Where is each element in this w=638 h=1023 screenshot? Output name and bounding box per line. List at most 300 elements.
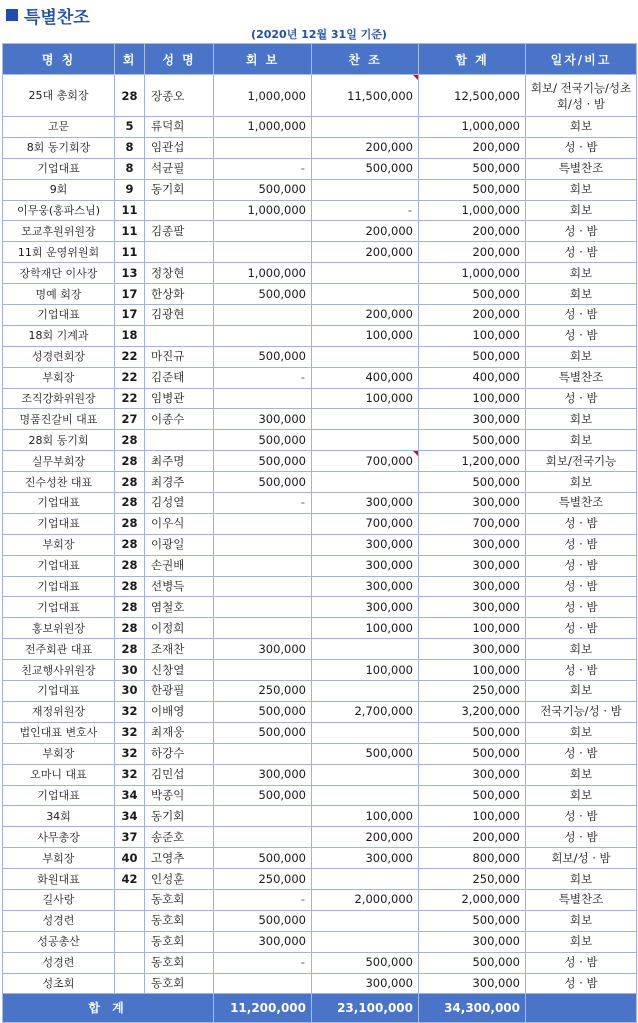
table-row <box>3 701 637 722</box>
row-chanjo <box>312 764 419 785</box>
row-hoebo <box>214 743 312 764</box>
row-total: 1,000,000 <box>419 263 526 284</box>
row-hoebo: 500,000 <box>214 451 312 472</box>
row-person: 한광필 <box>145 681 214 702</box>
row-hoebo <box>214 597 312 618</box>
row-note: 성 · 밤 <box>526 952 637 973</box>
row-note: 성 · 밤 <box>526 806 637 827</box>
row-hoebo <box>214 221 312 242</box>
row-note: 회보 <box>526 931 637 952</box>
row-note: 성 · 밤 <box>526 242 637 263</box>
row-name: 기업대표 <box>3 576 115 597</box>
row-hoebo: - <box>214 889 312 910</box>
row-note: 성 · 밤 <box>526 137 637 158</box>
row-note: 회보 <box>526 430 637 451</box>
row-person: 박종익 <box>145 785 214 806</box>
table-row <box>3 597 637 618</box>
row-name: 모교후원위원장 <box>3 221 115 242</box>
row-chanjo <box>312 346 419 367</box>
table-row <box>3 242 637 263</box>
row-chanjo <box>312 722 419 743</box>
row-person: 동호회 <box>145 952 214 973</box>
row-name: 기업대표 <box>3 597 115 618</box>
row-cohort: 11 <box>115 242 145 263</box>
row-chanjo: 100,000 <box>312 388 419 409</box>
row-hoebo <box>214 618 312 639</box>
row-cohort: 40 <box>115 848 145 869</box>
row-hoebo: 1,000,000 <box>214 117 312 138</box>
row-note: 회보 <box>526 200 637 221</box>
row-name: 성경련 <box>3 952 115 973</box>
row-note: 성 · 밤 <box>526 827 637 848</box>
row-hoebo <box>214 806 312 827</box>
row-name: 명예 회장 <box>3 284 115 305</box>
row-chanjo: 200,000 <box>312 221 419 242</box>
row-chanjo: 200,000 <box>312 137 419 158</box>
row-hoebo <box>214 827 312 848</box>
row-hoebo: 1,000,000 <box>214 75 312 117</box>
row-chanjo: - <box>312 200 419 221</box>
table-row <box>3 555 637 576</box>
header-cohort: 회 <box>115 44 145 75</box>
row-cohort: 17 <box>115 305 145 326</box>
row-total: 200,000 <box>419 221 526 242</box>
row-cohort <box>115 910 145 931</box>
row-cohort: 28 <box>115 597 145 618</box>
row-note: 회보 <box>526 179 637 200</box>
row-cohort: 27 <box>115 409 145 430</box>
row-name: 성초회 <box>3 973 115 994</box>
row-cohort: 28 <box>115 472 145 493</box>
row-total: 700,000 <box>419 513 526 534</box>
row-person: 동호회 <box>145 910 214 931</box>
row-person: 한상화 <box>145 284 214 305</box>
table-row <box>3 743 637 764</box>
row-cohort: 28 <box>115 555 145 576</box>
row-cohort: 28 <box>115 75 145 117</box>
table-row <box>3 722 637 743</box>
row-total: 1,000,000 <box>419 117 526 138</box>
row-person: 동기회 <box>145 179 214 200</box>
row-person: 손권배 <box>145 555 214 576</box>
row-hoebo <box>214 576 312 597</box>
row-name: 8회 동기회장 <box>3 137 115 158</box>
total-label: 합 계 <box>3 994 214 1023</box>
total-note <box>526 994 637 1023</box>
row-cohort <box>115 973 145 994</box>
row-total: 300,000 <box>419 493 526 514</box>
table-row <box>3 472 637 493</box>
row-note: 회보 <box>526 785 637 806</box>
table-row <box>3 137 637 158</box>
row-hoebo: 1,000,000 <box>214 263 312 284</box>
row-hoebo: 1,000,000 <box>214 200 312 221</box>
row-total: 500,000 <box>419 743 526 764</box>
row-name: 전주회관 대표 <box>3 639 115 660</box>
table-row <box>3 325 637 346</box>
row-name: 성공총산 <box>3 931 115 952</box>
row-name: 28회 동기회 <box>3 430 115 451</box>
row-hoebo: 250,000 <box>214 681 312 702</box>
row-chanjo <box>312 639 419 660</box>
row-note: 성 · 밤 <box>526 597 637 618</box>
row-chanjo: 2,000,000 <box>312 889 419 910</box>
row-person: 최주명 <box>145 451 214 472</box>
row-total: 2,000,000 <box>419 889 526 910</box>
row-person: 선병득 <box>145 576 214 597</box>
row-chanjo: 300,000 <box>312 597 419 618</box>
row-cohort: 13 <box>115 263 145 284</box>
date-subtitle: (2020년 12월 31일 기준) <box>251 28 387 41</box>
row-total: 200,000 <box>419 827 526 848</box>
row-hoebo: - <box>214 158 312 179</box>
table-row <box>3 764 637 785</box>
row-person: 동호회 <box>145 889 214 910</box>
table-row <box>3 952 637 973</box>
row-note: 전국기능/성 · 밤 <box>526 701 637 722</box>
row-name: 이무웅(홍파스님) <box>3 200 115 221</box>
row-hoebo: 500,000 <box>214 848 312 869</box>
row-hoebo <box>214 325 312 346</box>
header-person: 성 명 <box>145 44 214 75</box>
row-total: 100,000 <box>419 388 526 409</box>
row-total: 250,000 <box>419 681 526 702</box>
row-note: 회보 <box>526 346 637 367</box>
row-hoebo <box>214 660 312 681</box>
row-name: 부회장 <box>3 534 115 555</box>
row-name: 홍보위원장 <box>3 618 115 639</box>
row-person: 임관섭 <box>145 137 214 158</box>
row-cohort <box>115 931 145 952</box>
row-person: 이배영 <box>145 701 214 722</box>
row-cohort: 32 <box>115 764 145 785</box>
row-total: 200,000 <box>419 137 526 158</box>
row-chanjo: 700,000 <box>312 451 419 472</box>
row-hoebo: 300,000 <box>214 764 312 785</box>
row-name: 재정위원장 <box>3 701 115 722</box>
total-chanjo: 23,100,000 <box>312 994 419 1023</box>
row-person: 김광현 <box>145 305 214 326</box>
table-row <box>3 221 637 242</box>
row-chanjo: 500,000 <box>312 743 419 764</box>
row-chanjo: 100,000 <box>312 660 419 681</box>
row-total: 1,000,000 <box>419 200 526 221</box>
row-total: 300,000 <box>419 973 526 994</box>
row-name: 사무총장 <box>3 827 115 848</box>
row-person: 고영추 <box>145 848 214 869</box>
row-total: 500,000 <box>419 785 526 806</box>
page-title <box>6 4 90 26</box>
row-hoebo: 250,000 <box>214 869 312 890</box>
row-name: 조직강화위원장 <box>3 388 115 409</box>
table-row <box>3 367 637 388</box>
row-person <box>145 325 214 346</box>
row-note: 회보 <box>526 263 637 284</box>
row-total: 500,000 <box>419 722 526 743</box>
row-name: 길사랑 <box>3 889 115 910</box>
row-name: 25대 총회장 <box>3 75 115 117</box>
row-chanjo <box>312 931 419 952</box>
row-hoebo <box>214 513 312 534</box>
row-total: 800,000 <box>419 848 526 869</box>
row-chanjo <box>312 472 419 493</box>
row-cohort: 28 <box>115 513 145 534</box>
row-note: 특별찬조 <box>526 493 637 514</box>
row-chanjo <box>312 681 419 702</box>
row-chanjo: 300,000 <box>312 848 419 869</box>
row-note: 회보 <box>526 764 637 785</box>
row-person: 송준호 <box>145 827 214 848</box>
row-note: 성 · 밤 <box>526 973 637 994</box>
row-person: 염철호 <box>145 597 214 618</box>
table-row <box>3 493 637 514</box>
row-chanjo <box>312 430 419 451</box>
row-person: 동호회 <box>145 973 214 994</box>
row-person: 김준태 <box>145 367 214 388</box>
row-name: 장학재단 이사장 <box>3 263 115 284</box>
row-chanjo: 300,000 <box>312 973 419 994</box>
row-total: 12,500,000 <box>419 75 526 117</box>
table-row <box>3 158 637 179</box>
row-total: 500,000 <box>419 346 526 367</box>
row-note: 성 · 밤 <box>526 305 637 326</box>
row-chanjo <box>312 785 419 806</box>
row-note: 성 · 밤 <box>526 743 637 764</box>
table-row <box>3 681 637 702</box>
row-cohort: 42 <box>115 869 145 890</box>
row-note: 회보 <box>526 472 637 493</box>
total-row <box>3 994 637 1023</box>
row-person: 동기회 <box>145 806 214 827</box>
row-chanjo <box>312 179 419 200</box>
row-total: 250,000 <box>419 869 526 890</box>
row-cohort: 32 <box>115 701 145 722</box>
row-name: 명품진갈비 대표 <box>3 409 115 430</box>
row-hoebo: 500,000 <box>214 346 312 367</box>
header-total: 합 계 <box>419 44 526 75</box>
row-note: 성 · 밤 <box>526 555 637 576</box>
row-note: 성 · 밤 <box>526 534 637 555</box>
row-cohort: 22 <box>115 346 145 367</box>
row-hoebo <box>214 555 312 576</box>
row-hoebo: 300,000 <box>214 409 312 430</box>
row-note: 회보/전국기능 <box>526 451 637 472</box>
row-total: 500,000 <box>419 472 526 493</box>
row-person <box>145 200 214 221</box>
table-row <box>3 388 637 409</box>
row-hoebo <box>214 388 312 409</box>
row-name: 부회장 <box>3 743 115 764</box>
table-row <box>3 869 637 890</box>
row-cohort: 8 <box>115 137 145 158</box>
row-cohort: 22 <box>115 367 145 388</box>
row-chanjo <box>312 284 419 305</box>
row-total: 400,000 <box>419 367 526 388</box>
row-name: 화원대표 <box>3 869 115 890</box>
row-note: 특별찬조 <box>526 367 637 388</box>
row-person: 하강수 <box>145 743 214 764</box>
row-total: 500,000 <box>419 952 526 973</box>
table-row <box>3 263 637 284</box>
table-row <box>3 513 637 534</box>
row-cohort: 37 <box>115 827 145 848</box>
row-cohort: 34 <box>115 785 145 806</box>
row-hoebo: 500,000 <box>214 472 312 493</box>
row-note: 성 · 밤 <box>526 576 637 597</box>
row-hoebo <box>214 137 312 158</box>
row-total: 300,000 <box>419 931 526 952</box>
row-cohort <box>115 889 145 910</box>
row-cohort: 17 <box>115 284 145 305</box>
row-person: 동호회 <box>145 931 214 952</box>
row-cohort: 28 <box>115 576 145 597</box>
row-name: 성경련 <box>3 910 115 931</box>
row-hoebo: 500,000 <box>214 179 312 200</box>
row-person: 정창현 <box>145 263 214 284</box>
row-chanjo <box>312 869 419 890</box>
row-total: 300,000 <box>419 639 526 660</box>
title-text: 특별찬조 <box>24 7 90 28</box>
row-hoebo: 500,000 <box>214 910 312 931</box>
row-name: 친교행사위원장 <box>3 660 115 681</box>
row-name: 기업대표 <box>3 158 115 179</box>
row-hoebo: 500,000 <box>214 785 312 806</box>
row-note: 성 · 밤 <box>526 388 637 409</box>
row-cohort: 28 <box>115 534 145 555</box>
table-row <box>3 75 637 117</box>
table-row <box>3 430 637 451</box>
row-cohort: 28 <box>115 430 145 451</box>
row-total: 300,000 <box>419 576 526 597</box>
row-total: 100,000 <box>419 660 526 681</box>
row-name: 부회장 <box>3 367 115 388</box>
row-cohort: 28 <box>115 493 145 514</box>
row-chanjo: 200,000 <box>312 242 419 263</box>
row-person: 석균필 <box>145 158 214 179</box>
row-total: 500,000 <box>419 179 526 200</box>
row-hoebo: - <box>214 493 312 514</box>
row-note: 회보 <box>526 869 637 890</box>
row-person: 신창열 <box>145 660 214 681</box>
table-row <box>3 179 637 200</box>
row-person: 류덕희 <box>145 117 214 138</box>
table-row <box>3 848 637 869</box>
table-row <box>3 639 637 660</box>
row-hoebo: 500,000 <box>214 430 312 451</box>
row-chanjo: 100,000 <box>312 325 419 346</box>
row-chanjo: 200,000 <box>312 827 419 848</box>
row-hoebo <box>214 305 312 326</box>
row-name: 11회 운영위원회 <box>3 242 115 263</box>
row-chanjo: 500,000 <box>312 952 419 973</box>
table-row <box>3 117 637 138</box>
row-cohort <box>115 952 145 973</box>
row-note: 회보 <box>526 639 637 660</box>
row-name: 법인대표 변호사 <box>3 722 115 743</box>
row-note: 성 · 밤 <box>526 660 637 681</box>
row-cohort: 28 <box>115 451 145 472</box>
row-name: 성경련회장 <box>3 346 115 367</box>
row-total: 1,200,000 <box>419 451 526 472</box>
donation-table <box>2 43 637 1023</box>
row-chanjo: 200,000 <box>312 305 419 326</box>
row-cohort: 32 <box>115 722 145 743</box>
row-hoebo: - <box>214 367 312 388</box>
table-row <box>3 346 637 367</box>
row-note: 성 · 밤 <box>526 221 637 242</box>
row-chanjo: 11,500,000 <box>312 75 419 117</box>
row-name: 18회 기계과 <box>3 325 115 346</box>
row-cohort: 30 <box>115 660 145 681</box>
row-total: 100,000 <box>419 618 526 639</box>
row-chanjo: 400,000 <box>312 367 419 388</box>
row-hoebo: - <box>214 952 312 973</box>
header-chanjo: 찬 조 <box>312 44 419 75</box>
row-cohort: 34 <box>115 806 145 827</box>
table-row <box>3 973 637 994</box>
header-name: 명 칭 <box>3 44 115 75</box>
total-sum: 34,300,000 <box>419 994 526 1023</box>
row-name: 오마니 대표 <box>3 764 115 785</box>
table-row <box>3 785 637 806</box>
table-row <box>3 910 637 931</box>
row-total: 200,000 <box>419 242 526 263</box>
row-chanjo: 100,000 <box>312 806 419 827</box>
row-hoebo: 300,000 <box>214 931 312 952</box>
header-row <box>3 44 637 75</box>
row-chanjo <box>312 263 419 284</box>
header-hoebo: 회 보 <box>214 44 312 75</box>
row-name: 부회장 <box>3 848 115 869</box>
row-chanjo <box>312 910 419 931</box>
table-row <box>3 305 637 326</box>
table-row <box>3 660 637 681</box>
row-cohort: 18 <box>115 325 145 346</box>
table-row <box>3 931 637 952</box>
row-person: 임병관 <box>145 388 214 409</box>
table-row <box>3 534 637 555</box>
row-note: 회보 <box>526 910 637 931</box>
row-chanjo: 300,000 <box>312 534 419 555</box>
row-name: 34회 <box>3 806 115 827</box>
row-total: 3,200,000 <box>419 701 526 722</box>
row-name: 기업대표 <box>3 305 115 326</box>
row-name: 9회 <box>3 179 115 200</box>
row-chanjo: 300,000 <box>312 493 419 514</box>
row-cohort: 22 <box>115 388 145 409</box>
row-person: 조재찬 <box>145 639 214 660</box>
row-name: 고문 <box>3 117 115 138</box>
row-hoebo: 300,000 <box>214 639 312 660</box>
row-total: 500,000 <box>419 430 526 451</box>
row-person <box>145 242 214 263</box>
row-chanjo: 500,000 <box>312 158 419 179</box>
row-cohort: 8 <box>115 158 145 179</box>
total-hoebo: 11,200,000 <box>214 994 312 1023</box>
row-cohort: 28 <box>115 639 145 660</box>
row-total: 300,000 <box>419 597 526 618</box>
header-note: 일자/비고 <box>526 44 637 75</box>
row-chanjo: 100,000 <box>312 618 419 639</box>
row-total: 200,000 <box>419 305 526 326</box>
row-name: 기업대표 <box>3 555 115 576</box>
row-cohort: 32 <box>115 743 145 764</box>
row-total: 100,000 <box>419 806 526 827</box>
row-note: 회보/ 전국기능/성초회/성 · 밤 <box>526 75 637 117</box>
table-row <box>3 827 637 848</box>
row-chanjo: 700,000 <box>312 513 419 534</box>
row-name: 기업대표 <box>3 493 115 514</box>
